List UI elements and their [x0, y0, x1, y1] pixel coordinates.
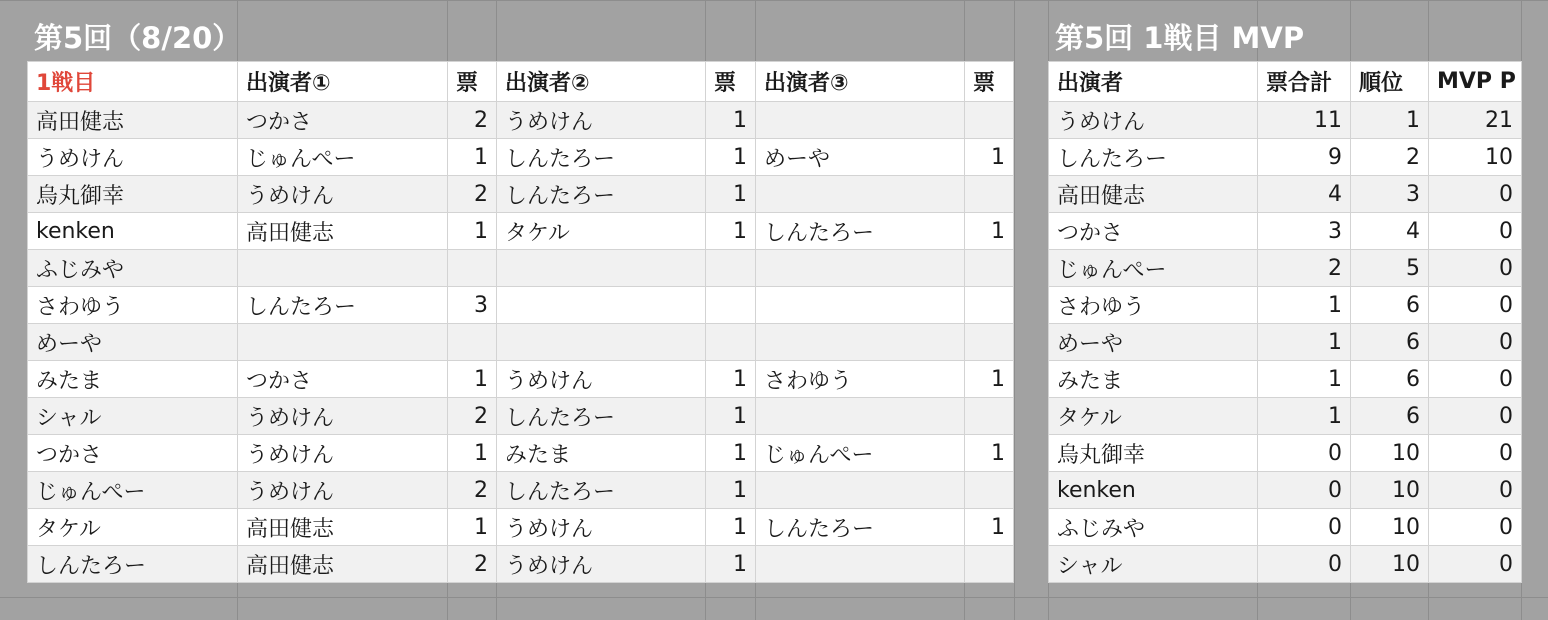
performer-1-cell[interactable]: つかさ [238, 361, 448, 398]
mvp-table-row [1049, 398, 1522, 435]
vote-total-cell[interactable]: 0 [1258, 472, 1351, 509]
voter-cell[interactable]: うめけん [28, 139, 238, 176]
performer-2-cell[interactable]: しんたろー [497, 176, 706, 213]
votes-3-cell[interactable] [965, 398, 1014, 435]
voter-cell[interactable]: シャル [28, 398, 238, 435]
header-cell-vote-total[interactable]: 票合計 [1258, 62, 1351, 102]
performer-cell[interactable]: kenken [1049, 472, 1258, 509]
voter-cell[interactable]: kenken [28, 213, 238, 250]
rank-cell[interactable]: 6 [1351, 361, 1429, 398]
performer-1-cell[interactable]: うめけん [238, 435, 448, 472]
rank-cell[interactable]: 2 [1351, 139, 1429, 176]
votes-1-cell[interactable]: 1 [448, 509, 497, 546]
performer-cell[interactable]: うめけん [1049, 102, 1258, 139]
mvp-points-cell[interactable]: 10 [1429, 139, 1522, 176]
votes-3-cell[interactable] [965, 250, 1014, 287]
mvp-table-row [1049, 213, 1522, 250]
voter-cell[interactable]: じゅんぺー [28, 472, 238, 509]
voter-cell[interactable]: めーや [28, 324, 238, 361]
vote-table-row [28, 176, 1014, 213]
performer-3-cell[interactable]: さわゆう [756, 361, 965, 398]
mvp-table-row [1049, 287, 1522, 324]
votes-1-cell[interactable]: 1 [448, 435, 497, 472]
header-cell-battle[interactable]: 1戦目 [28, 62, 238, 102]
vote-total-cell[interactable]: 1 [1258, 324, 1351, 361]
votes-1-cell[interactable]: 1 [448, 213, 497, 250]
performer-2-cell[interactable]: うめけん [497, 546, 706, 583]
votes-2-cell[interactable]: 1 [706, 213, 756, 250]
mvp-table-header [1049, 62, 1522, 102]
right-panel-title: 第5回 1戦目 MVP [1055, 21, 1305, 55]
votes-2-cell[interactable]: 1 [706, 472, 756, 509]
rank-cell[interactable]: 4 [1351, 213, 1429, 250]
votes-1-cell[interactable]: 3 [448, 287, 497, 324]
voter-cell[interactable]: 高田健志 [28, 102, 238, 139]
votes-3-cell[interactable] [965, 102, 1014, 139]
mvp-points-cell[interactable]: 0 [1429, 213, 1522, 250]
performer-2-cell[interactable]: しんたろー [497, 472, 706, 509]
mvp-points-cell[interactable]: 0 [1429, 361, 1522, 398]
mvp-points-cell[interactable]: 0 [1429, 472, 1522, 509]
votes-2-cell[interactable]: 1 [706, 139, 756, 176]
performer-cell[interactable]: タケル [1049, 398, 1258, 435]
performer-3-cell[interactable] [756, 250, 965, 287]
header-cell-mvp-points[interactable]: MVP P [1429, 62, 1522, 102]
vote-table-row [28, 398, 1014, 435]
votes-1-cell[interactable]: 2 [448, 102, 497, 139]
performer-cell[interactable]: つかさ [1049, 213, 1258, 250]
performer-cell[interactable]: じゅんぺー [1049, 250, 1258, 287]
vote-table-row [28, 102, 1014, 139]
rank-cell[interactable]: 10 [1351, 435, 1429, 472]
header-cell-votes-3[interactable]: 票 [965, 62, 1014, 102]
votes-1-cell[interactable]: 1 [448, 139, 497, 176]
votes-3-cell[interactable] [965, 324, 1014, 361]
vote-total-cell[interactable]: 4 [1258, 176, 1351, 213]
voter-cell[interactable]: つかさ [28, 435, 238, 472]
performer-2-cell[interactable]: うめけん [497, 102, 706, 139]
performer-3-cell[interactable]: めーや [756, 139, 965, 176]
vote-table-row [28, 509, 1014, 546]
vote-total-cell[interactable]: 1 [1258, 398, 1351, 435]
rank-cell[interactable]: 10 [1351, 509, 1429, 546]
votes-3-cell[interactable] [965, 176, 1014, 213]
vote-table-row [28, 361, 1014, 398]
performer-2-cell[interactable]: しんたろー [497, 398, 706, 435]
mvp-points-cell[interactable]: 0 [1429, 546, 1522, 583]
mvp-table-row [1049, 509, 1522, 546]
voter-cell[interactable]: さわゆう [28, 287, 238, 324]
voter-cell[interactable]: みたま [28, 361, 238, 398]
vote-table-row [28, 435, 1014, 472]
mvp-points-cell[interactable]: 0 [1429, 250, 1522, 287]
rank-cell[interactable]: 6 [1351, 324, 1429, 361]
performer-cell[interactable]: ふじみや [1049, 509, 1258, 546]
header-cell-performer[interactable]: 出演者 [1049, 62, 1258, 102]
voter-cell[interactable]: しんたろー [28, 546, 238, 583]
vote-total-cell[interactable]: 0 [1258, 435, 1351, 472]
performer-2-cell[interactable]: みたま [497, 435, 706, 472]
votes-1-cell[interactable]: 2 [448, 398, 497, 435]
votes-2-cell[interactable]: 1 [706, 398, 756, 435]
performer-1-cell[interactable]: 高田健志 [238, 509, 448, 546]
votes-3-cell[interactable]: 1 [965, 509, 1014, 546]
mvp-table-row [1049, 361, 1522, 398]
mvp-points-cell[interactable]: 0 [1429, 176, 1522, 213]
performer-3-cell[interactable]: しんたろー [756, 509, 965, 546]
performer-3-cell[interactable]: じゅんぺー [756, 435, 965, 472]
mvp-table-row [1049, 324, 1522, 361]
votes-1-cell[interactable]: 2 [448, 472, 497, 509]
vote-table-row [28, 472, 1014, 509]
performer-2-cell[interactable]: タケル [497, 213, 706, 250]
votes-2-cell[interactable] [706, 287, 756, 324]
votes-1-cell[interactable]: 2 [448, 546, 497, 583]
votes-3-cell[interactable] [965, 287, 1014, 324]
votes-3-cell[interactable]: 1 [965, 139, 1014, 176]
performer-cell[interactable]: 烏丸御幸 [1049, 435, 1258, 472]
votes-2-cell[interactable] [706, 250, 756, 287]
performer-3-cell[interactable] [756, 398, 965, 435]
rank-cell[interactable]: 3 [1351, 176, 1429, 213]
performer-2-cell[interactable] [497, 250, 706, 287]
performer-1-cell[interactable]: 高田健志 [238, 546, 448, 583]
performer-1-cell[interactable] [238, 250, 448, 287]
votes-3-cell[interactable]: 1 [965, 435, 1014, 472]
performer-3-cell[interactable] [756, 287, 965, 324]
votes-1-cell[interactable] [448, 250, 497, 287]
mvp-table-row [1049, 546, 1522, 583]
header-cell-performer-2[interactable]: 出演者② [497, 62, 706, 102]
performer-1-cell[interactable]: しんたろー [238, 287, 448, 324]
vote-total-cell[interactable]: 1 [1258, 361, 1351, 398]
vote-total-cell[interactable]: 1 [1258, 287, 1351, 324]
header-cell-performer-3[interactable]: 出演者③ [756, 62, 965, 102]
header-cell-performer-1[interactable]: 出演者① [238, 62, 448, 102]
mvp-points-cell[interactable]: 0 [1429, 398, 1522, 435]
performer-2-cell[interactable]: うめけん [497, 361, 706, 398]
performer-3-cell[interactable] [756, 102, 965, 139]
mvp-table-row [1049, 472, 1522, 509]
mvp-points-cell[interactable]: 0 [1429, 324, 1522, 361]
votes-3-cell[interactable]: 1 [965, 361, 1014, 398]
performer-3-cell[interactable] [756, 324, 965, 361]
mvp-table-row [1049, 435, 1522, 472]
performer-cell[interactable]: みたま [1049, 361, 1258, 398]
performer-1-cell[interactable]: うめけん [238, 398, 448, 435]
mvp-points-cell[interactable]: 0 [1429, 509, 1522, 546]
votes-3-cell[interactable]: 1 [965, 213, 1014, 250]
voter-cell[interactable]: タケル [28, 509, 238, 546]
performer-2-cell[interactable] [497, 324, 706, 361]
voter-cell[interactable]: ふじみや [28, 250, 238, 287]
vote-total-cell[interactable]: 3 [1258, 213, 1351, 250]
rank-cell[interactable]: 5 [1351, 250, 1429, 287]
votes-2-cell[interactable]: 1 [706, 361, 756, 398]
vote-table-header [28, 62, 1014, 102]
rank-cell[interactable]: 10 [1351, 472, 1429, 509]
rank-cell[interactable]: 6 [1351, 398, 1429, 435]
performer-cell[interactable]: シャル [1049, 546, 1258, 583]
mvp-table-row [1049, 139, 1522, 176]
mvp-table-row [1049, 102, 1522, 139]
votes-1-cell[interactable] [448, 324, 497, 361]
performer-cell[interactable]: しんたろー [1049, 139, 1258, 176]
voter-cell[interactable]: 烏丸御幸 [28, 176, 238, 213]
vote-table-row [28, 213, 1014, 250]
mvp-table-row [1049, 250, 1522, 287]
vote-total-cell[interactable]: 0 [1258, 509, 1351, 546]
mvp-points-cell[interactable]: 0 [1429, 287, 1522, 324]
performer-2-cell[interactable] [497, 287, 706, 324]
votes-2-cell[interactable]: 1 [706, 102, 756, 139]
performer-cell[interactable]: めーや [1049, 324, 1258, 361]
votes-2-cell[interactable] [706, 324, 756, 361]
votes-1-cell[interactable]: 1 [448, 361, 497, 398]
vote-total-cell[interactable]: 0 [1258, 546, 1351, 583]
votes-2-cell[interactable]: 1 [706, 546, 756, 583]
header-cell-rank[interactable]: 順位 [1351, 62, 1429, 102]
header-cell-votes-1[interactable]: 票 [448, 62, 497, 102]
mvp-points-cell[interactable]: 0 [1429, 435, 1522, 472]
performer-3-cell[interactable] [756, 472, 965, 509]
mvp-table [1048, 61, 1522, 583]
performer-cell[interactable]: 高田健志 [1049, 176, 1258, 213]
performer-1-cell[interactable]: うめけん [238, 472, 448, 509]
header-cell-votes-2[interactable]: 票 [706, 62, 756, 102]
performer-1-cell[interactable]: 高田健志 [238, 213, 448, 250]
mvp-points-cell[interactable]: 21 [1429, 102, 1522, 139]
votes-3-cell[interactable] [965, 546, 1014, 583]
performer-1-cell[interactable]: うめけん [238, 176, 448, 213]
vote-table-row [28, 546, 1014, 583]
vote-table [27, 61, 1014, 583]
vote-total-cell[interactable]: 2 [1258, 250, 1351, 287]
votes-2-cell[interactable]: 1 [706, 435, 756, 472]
votes-1-cell[interactable]: 2 [448, 176, 497, 213]
votes-2-cell[interactable]: 1 [706, 176, 756, 213]
votes-2-cell[interactable]: 1 [706, 509, 756, 546]
vote-table-row [28, 287, 1014, 324]
vote-total-cell[interactable]: 11 [1258, 102, 1351, 139]
performer-3-cell[interactable] [756, 546, 965, 583]
vote-table-row [28, 139, 1014, 176]
vote-table-row [28, 250, 1014, 287]
rank-cell[interactable]: 1 [1351, 102, 1429, 139]
rank-cell[interactable]: 10 [1351, 546, 1429, 583]
vote-total-cell[interactable]: 9 [1258, 139, 1351, 176]
rank-cell[interactable]: 6 [1351, 287, 1429, 324]
performer-3-cell[interactable] [756, 176, 965, 213]
votes-3-cell[interactable] [965, 472, 1014, 509]
performer-cell[interactable]: さわゆう [1049, 287, 1258, 324]
performer-1-cell[interactable]: じゅんぺー [238, 139, 448, 176]
performer-2-cell[interactable]: うめけん [497, 509, 706, 546]
performer-3-cell[interactable]: しんたろー [756, 213, 965, 250]
performer-2-cell[interactable]: しんたろー [497, 139, 706, 176]
left-panel-title: 第5回（8/20） [34, 21, 242, 55]
performer-1-cell[interactable]: つかさ [238, 102, 448, 139]
vote-table-row [28, 324, 1014, 361]
mvp-table-row [1049, 176, 1522, 213]
performer-1-cell[interactable] [238, 324, 448, 361]
